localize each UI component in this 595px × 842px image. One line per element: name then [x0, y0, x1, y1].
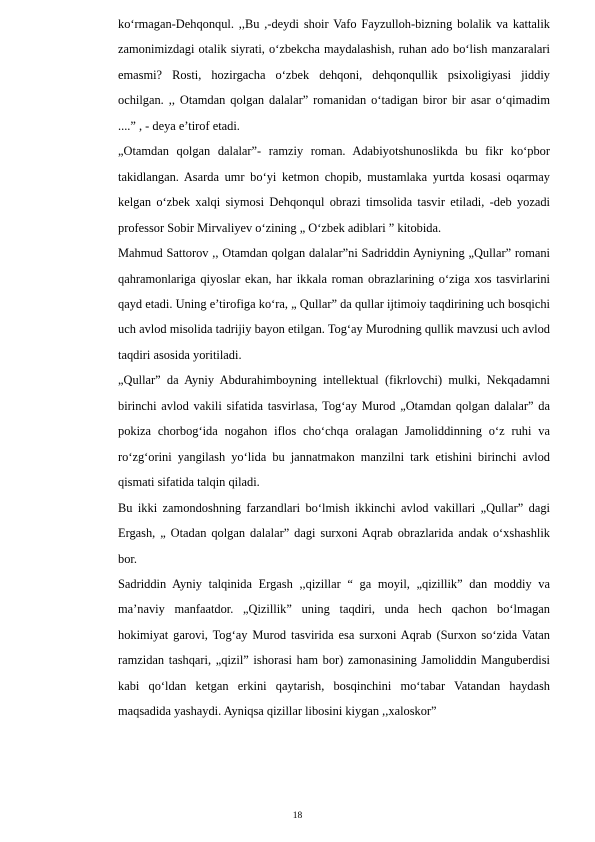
- paragraph-3: Mahmud Sattorov ,, Otamdan qolgan dalalar”ni Sadriddin Ayniyning „Qullar” romani qahramonlariga qiyoslar ekan, har ikkala roman obrazlarining o‘ziga xos tasvirlarini qayd etadi. Uning e’tirofiga ko‘ra, „ Qullar” da qullar ijtimoiy taqdirining uch bosqichi uch avlod misolida tadrijiy bayon etilgan. Tog‘ay Murodning qullik mavzusi uch avlod taqdiri asosida yoritiladi.: [118, 246, 550, 362]
- paragraph-5: Bu ikki zamondoshning farzandlari bo‘lmish ikkinchi avlod vakillari „Qullar” dagi Ergash, „ Otadan qolgan dalalar” dagi surxoni Aqrab obrazlarida andak o‘xshashlik bor.: [118, 500, 550, 566]
- paragraph-1: ko‘rmagan-Dehqonqul. ,,Bu ,-deydi shoir Vafo Fayzulloh-bizning bolalik va kattalik zamonimizdagi otalik siyrati, o‘zbekcha maydalashish, ruhan ado bo‘lish manzaralari emasmi? Rosti, hozirgacha o‘zbek dehqoni, dehqonqullik psixoligiyasi jiddiy ochilgan. ,, Otamdan qolgan dalalar” romanidan o‘tadigan biror bir asar o‘qimadim ....” , - deya e’tirof etadi.: [118, 17, 550, 133]
- paragraph-4: „Qullar” da Ayniy Abdurahimboyning intellektual (fikrlovchi) mulki, Nekqadamni birinchi avlod vakili sifatida tasvirlasa, Tog‘ay Murod „Otamdan qolgan dalalar” da pokiza chorbog‘ida nogahon iflos cho‘chqa oralagan Jamoliddinning o‘z ruhi va ro‘zg‘orini yangilash yo‘lida bu jannatmakon manzilni tark etishini birinchi avlod qismati sifatida talqin qiladi.: [118, 373, 550, 490]
- paragraph-2: „Otamdan qolgan dalalar”- ramziy roman. Adabiyotshunoslikda bu fikr ko‘pbor takidlangan. Asarda umr bo‘yi ketmon chopib, mustamlaka yurtda kosasi oqarmay kelgan o‘zbek xalqi siymosi Dehqonqul obrazi timsolida tasvir etiladi, -deb yozadi professor Sobir Mirvaliyev o‘zining „ O‘zbek adiblari ” kitobida.: [118, 144, 550, 235]
- body-text: [118, 12, 550, 725]
- page-number: 18: [292, 811, 303, 821]
- paragraph-6: Sadriddin Ayniy talqinida Ergash ,,qizillar “ ga moyil, „qizillik” dan moddiy va ma’naviy manfaatdor. „Qizillik” uning taqdiri, unda hech qachon bo‘lmagan hokimiyat garovi, Tog‘ay Murod tasvirida esa surxoni Aqrab (Surxon so‘zida Vatan ramzidan tashqari, „qizil” ishorasi ham bor) zamonasining Jamoliddin Manguberdisi kabi qo‘ldan ketgan erkini qaytarish, bosqinchini mo‘tabar Vatandan haydash maqsadida yashaydi. Ayniqsa qizillar libosini kiygan ,,xaloskor”: [118, 576, 550, 719]
